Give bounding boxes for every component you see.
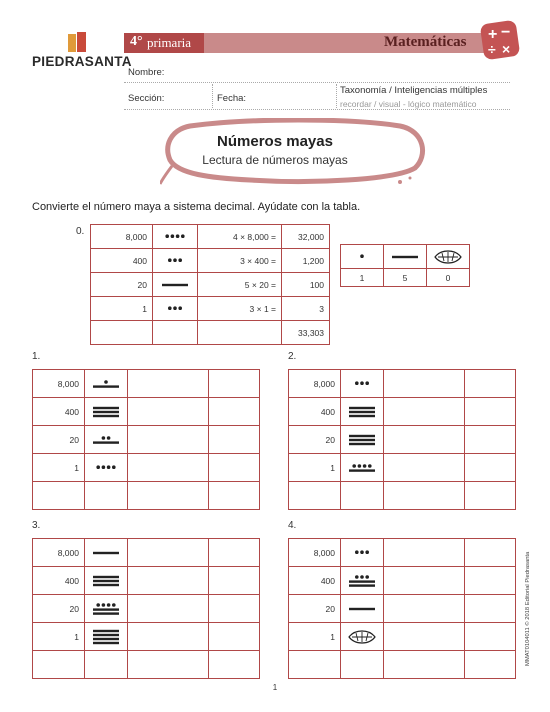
maya-glyph-cell bbox=[341, 539, 384, 567]
maya-numeral-icon bbox=[159, 250, 191, 272]
result-cell: 3 bbox=[282, 297, 330, 321]
place-value-cell: 20 bbox=[289, 595, 341, 623]
place-value-cell: 20 bbox=[33, 595, 85, 623]
answer-cell[interactable] bbox=[465, 370, 516, 398]
nombre-label: Nombre: bbox=[128, 67, 165, 78]
place-value-cell: 8,000 bbox=[91, 225, 153, 249]
maya-numeral-icon bbox=[346, 373, 378, 395]
maya-glyph-cell bbox=[341, 595, 384, 623]
maya-glyph-cell bbox=[153, 273, 198, 297]
maya-numeral-icon bbox=[346, 457, 378, 479]
table-row bbox=[289, 595, 516, 623]
answer-cell[interactable] bbox=[465, 623, 516, 651]
place-value-cell: 1 bbox=[33, 454, 85, 482]
example-label: 0. bbox=[76, 226, 85, 237]
maya-glyph-cell bbox=[341, 567, 384, 595]
piedrasanta-logo-icon bbox=[66, 32, 90, 54]
svg-text:÷: ÷ bbox=[488, 41, 496, 57]
shell-icon bbox=[427, 245, 470, 269]
answer-cell[interactable] bbox=[128, 651, 209, 679]
empty-cell bbox=[341, 651, 384, 679]
nombre-line[interactable] bbox=[124, 82, 510, 83]
table-row bbox=[289, 567, 516, 595]
empty-cell bbox=[289, 651, 341, 679]
maya-numeral-icon bbox=[90, 542, 122, 564]
maya-glyph-cell bbox=[85, 623, 128, 651]
taxonomy-values: recordar / visual - lógico matemático bbox=[340, 99, 477, 109]
maya-glyph-cell bbox=[85, 567, 128, 595]
maya-glyph-cell bbox=[341, 370, 384, 398]
place-value-cell: 20 bbox=[33, 426, 85, 454]
grade-level: primaria bbox=[147, 35, 192, 50]
table-row bbox=[33, 426, 260, 454]
answer-cell[interactable] bbox=[465, 426, 516, 454]
answer-cell[interactable] bbox=[384, 482, 465, 510]
side-footer bbox=[522, 548, 532, 668]
svg-text:×: × bbox=[502, 41, 511, 57]
maya-numeral-icon bbox=[346, 598, 378, 620]
answer-cell[interactable] bbox=[465, 539, 516, 567]
brand-logo-text: PIEDRASANTA bbox=[32, 54, 132, 69]
table-row bbox=[289, 651, 516, 679]
maya-glyph-cell bbox=[341, 398, 384, 426]
total-answer-cell[interactable] bbox=[209, 482, 260, 510]
total-answer-cell[interactable] bbox=[465, 482, 516, 510]
fecha-label: Fecha: bbox=[217, 93, 247, 104]
maya-numeral-icon bbox=[159, 274, 191, 296]
maya-numeral-icon bbox=[159, 226, 191, 248]
answer-cell[interactable] bbox=[465, 567, 516, 595]
divider bbox=[212, 84, 213, 108]
empty-cell bbox=[85, 651, 128, 679]
answer-cell[interactable] bbox=[384, 426, 465, 454]
place-value-cell: 8,000 bbox=[289, 539, 341, 567]
legend-value: 5 bbox=[384, 269, 427, 287]
maya-glyph-cell bbox=[341, 623, 384, 651]
answer-cell[interactable] bbox=[465, 595, 516, 623]
maya-glyph-cell bbox=[85, 398, 128, 426]
exercise-table-3 bbox=[32, 538, 260, 679]
taxonomy-label: Taxonomía / Inteligencias múltiples bbox=[340, 85, 488, 96]
answer-cell[interactable] bbox=[128, 454, 209, 482]
place-value-cell: 400 bbox=[33, 567, 85, 595]
place-value-cell: 8,000 bbox=[33, 539, 85, 567]
exercise-label: 4. bbox=[288, 520, 297, 531]
table-row bbox=[91, 249, 330, 273]
table-row bbox=[289, 623, 516, 651]
answer-cell[interactable] bbox=[384, 623, 465, 651]
maya-numeral-icon bbox=[346, 401, 378, 423]
answer-cell[interactable] bbox=[128, 482, 209, 510]
dot-icon bbox=[341, 245, 384, 269]
legend-value-row bbox=[341, 269, 470, 287]
answer-cell[interactable] bbox=[128, 595, 209, 623]
math-operations-icon bbox=[480, 20, 520, 60]
table-row bbox=[33, 567, 260, 595]
place-value-cell: 20 bbox=[289, 426, 341, 454]
empty-cell bbox=[33, 482, 85, 510]
exercise-table-4 bbox=[288, 538, 516, 679]
place-value-cell: 1 bbox=[91, 297, 153, 321]
exercise-label: 3. bbox=[32, 520, 41, 531]
table-row bbox=[33, 651, 260, 679]
maya-numeral-icon bbox=[90, 373, 122, 395]
maya-numeral-icon bbox=[432, 246, 464, 268]
total-answer-cell[interactable] bbox=[465, 651, 516, 679]
example-table bbox=[90, 224, 330, 345]
fields-line bbox=[124, 109, 510, 110]
exercise-table-1 bbox=[32, 369, 260, 510]
legend-symbol-row bbox=[341, 245, 470, 269]
place-value-cell: 400 bbox=[289, 567, 341, 595]
page-title: Números mayas bbox=[217, 133, 333, 150]
exercise-label: 1. bbox=[32, 351, 41, 362]
maya-numeral-icon bbox=[90, 598, 122, 620]
answer-cell[interactable] bbox=[128, 567, 209, 595]
maya-glyph-cell bbox=[85, 595, 128, 623]
empty-cell bbox=[153, 321, 198, 345]
table-row bbox=[33, 539, 260, 567]
instruction-text: Convierte el número maya a sistema decimal. Ayúdate con la tabla. bbox=[32, 201, 361, 213]
maya-glyph-cell bbox=[153, 297, 198, 321]
exercise-label: 2. bbox=[288, 351, 297, 362]
maya-numeral-icon bbox=[90, 570, 122, 592]
page-number: 1 bbox=[272, 683, 278, 692]
table-row bbox=[289, 370, 516, 398]
result-cell: 100 bbox=[282, 273, 330, 297]
maya-numeral-icon bbox=[90, 401, 122, 423]
table-row bbox=[289, 482, 516, 510]
empty-cell bbox=[289, 482, 341, 510]
table-row bbox=[33, 595, 260, 623]
subject-title: Matemáticas bbox=[384, 34, 467, 50]
place-value-cell: 1 bbox=[289, 623, 341, 651]
legend-value: 1 bbox=[341, 269, 384, 287]
answer-cell[interactable] bbox=[209, 539, 260, 567]
answer-cell[interactable] bbox=[384, 651, 465, 679]
maya-glyph-cell bbox=[153, 249, 198, 273]
calculation-cell: 3 × 400 = bbox=[198, 249, 282, 273]
maya-glyph-cell bbox=[85, 370, 128, 398]
answer-cell[interactable] bbox=[384, 370, 465, 398]
empty-cell bbox=[341, 482, 384, 510]
table-row bbox=[33, 623, 260, 651]
maya-glyph-cell bbox=[341, 454, 384, 482]
calculation-cell: 3 × 1 = bbox=[198, 297, 282, 321]
table-row bbox=[289, 398, 516, 426]
legend-table bbox=[340, 244, 470, 287]
total-answer-cell[interactable] bbox=[209, 651, 260, 679]
bar-icon bbox=[384, 245, 427, 269]
table-row bbox=[91, 297, 330, 321]
total-cell: 33,303 bbox=[282, 321, 330, 345]
answer-cell[interactable] bbox=[465, 398, 516, 426]
page-subtitle: Lectura de números mayas bbox=[202, 153, 348, 167]
place-value-cell: 400 bbox=[91, 249, 153, 273]
table-row bbox=[91, 225, 330, 249]
legend-value: 0 bbox=[427, 269, 470, 287]
answer-cell[interactable] bbox=[128, 370, 209, 398]
answer-cell[interactable] bbox=[209, 454, 260, 482]
table-row bbox=[33, 370, 260, 398]
place-value-cell: 1 bbox=[289, 454, 341, 482]
maya-numeral-icon bbox=[346, 626, 378, 648]
answer-cell[interactable] bbox=[384, 454, 465, 482]
maya-numeral-icon bbox=[90, 626, 122, 648]
maya-numeral-icon bbox=[346, 246, 378, 268]
answer-cell[interactable] bbox=[209, 567, 260, 595]
empty-cell bbox=[33, 651, 85, 679]
maya-numeral-icon bbox=[389, 246, 421, 268]
maya-glyph-cell bbox=[85, 454, 128, 482]
maya-glyph-cell bbox=[153, 225, 198, 249]
table-row bbox=[33, 398, 260, 426]
answer-cell[interactable] bbox=[384, 595, 465, 623]
maya-numeral-icon bbox=[159, 298, 191, 320]
table-row bbox=[33, 482, 260, 510]
maya-glyph-cell bbox=[341, 426, 384, 454]
maya-numeral-icon bbox=[346, 542, 378, 564]
maya-glyph-cell bbox=[85, 426, 128, 454]
answer-cell[interactable] bbox=[128, 623, 209, 651]
result-cell: 32,000 bbox=[282, 225, 330, 249]
maya-numeral-icon bbox=[346, 429, 378, 451]
place-value-cell: 8,000 bbox=[289, 370, 341, 398]
answer-cell[interactable] bbox=[465, 454, 516, 482]
place-value-cell: 400 bbox=[33, 398, 85, 426]
answer-cell[interactable] bbox=[128, 398, 209, 426]
place-value-cell: 1 bbox=[33, 623, 85, 651]
answer-cell[interactable] bbox=[209, 426, 260, 454]
maya-numeral-icon bbox=[90, 429, 122, 451]
grade-number: 4° bbox=[130, 34, 143, 49]
table-row bbox=[91, 321, 330, 345]
place-value-cell: 400 bbox=[289, 398, 341, 426]
answer-cell[interactable] bbox=[209, 595, 260, 623]
seccion-label: Sección: bbox=[128, 93, 165, 104]
empty-cell bbox=[91, 321, 153, 345]
answer-cell[interactable] bbox=[384, 398, 465, 426]
table-row bbox=[289, 454, 516, 482]
place-value-cell: 8,000 bbox=[33, 370, 85, 398]
answer-cell[interactable] bbox=[128, 426, 209, 454]
svg-text:MMAT0104011 © 2018 Editorial P: MMAT0104011 © 2018 Editorial Piedrasanta bbox=[525, 551, 531, 666]
place-value-cell: 20 bbox=[91, 273, 153, 297]
answer-cell[interactable] bbox=[209, 398, 260, 426]
answer-cell[interactable] bbox=[384, 567, 465, 595]
empty-cell bbox=[85, 482, 128, 510]
exercise-table-2 bbox=[288, 369, 516, 510]
maya-glyph-cell bbox=[85, 539, 128, 567]
calculation-cell: 5 × 20 = bbox=[198, 273, 282, 297]
divider bbox=[336, 84, 337, 108]
calculation-cell: 4 × 8,000 = bbox=[198, 225, 282, 249]
empty-cell bbox=[198, 321, 282, 345]
maya-numeral-icon bbox=[90, 457, 122, 479]
answer-cell[interactable] bbox=[209, 623, 260, 651]
answer-cell[interactable] bbox=[209, 370, 260, 398]
svg-text:+: + bbox=[488, 26, 498, 43]
table-row bbox=[289, 426, 516, 454]
table-row bbox=[91, 273, 330, 297]
table-row bbox=[289, 539, 516, 567]
maya-numeral-icon bbox=[346, 570, 378, 592]
table-row bbox=[33, 454, 260, 482]
svg-text:−: − bbox=[501, 24, 511, 41]
result-cell: 1,200 bbox=[282, 249, 330, 273]
answer-cell[interactable] bbox=[128, 539, 209, 567]
answer-cell[interactable] bbox=[384, 539, 465, 567]
